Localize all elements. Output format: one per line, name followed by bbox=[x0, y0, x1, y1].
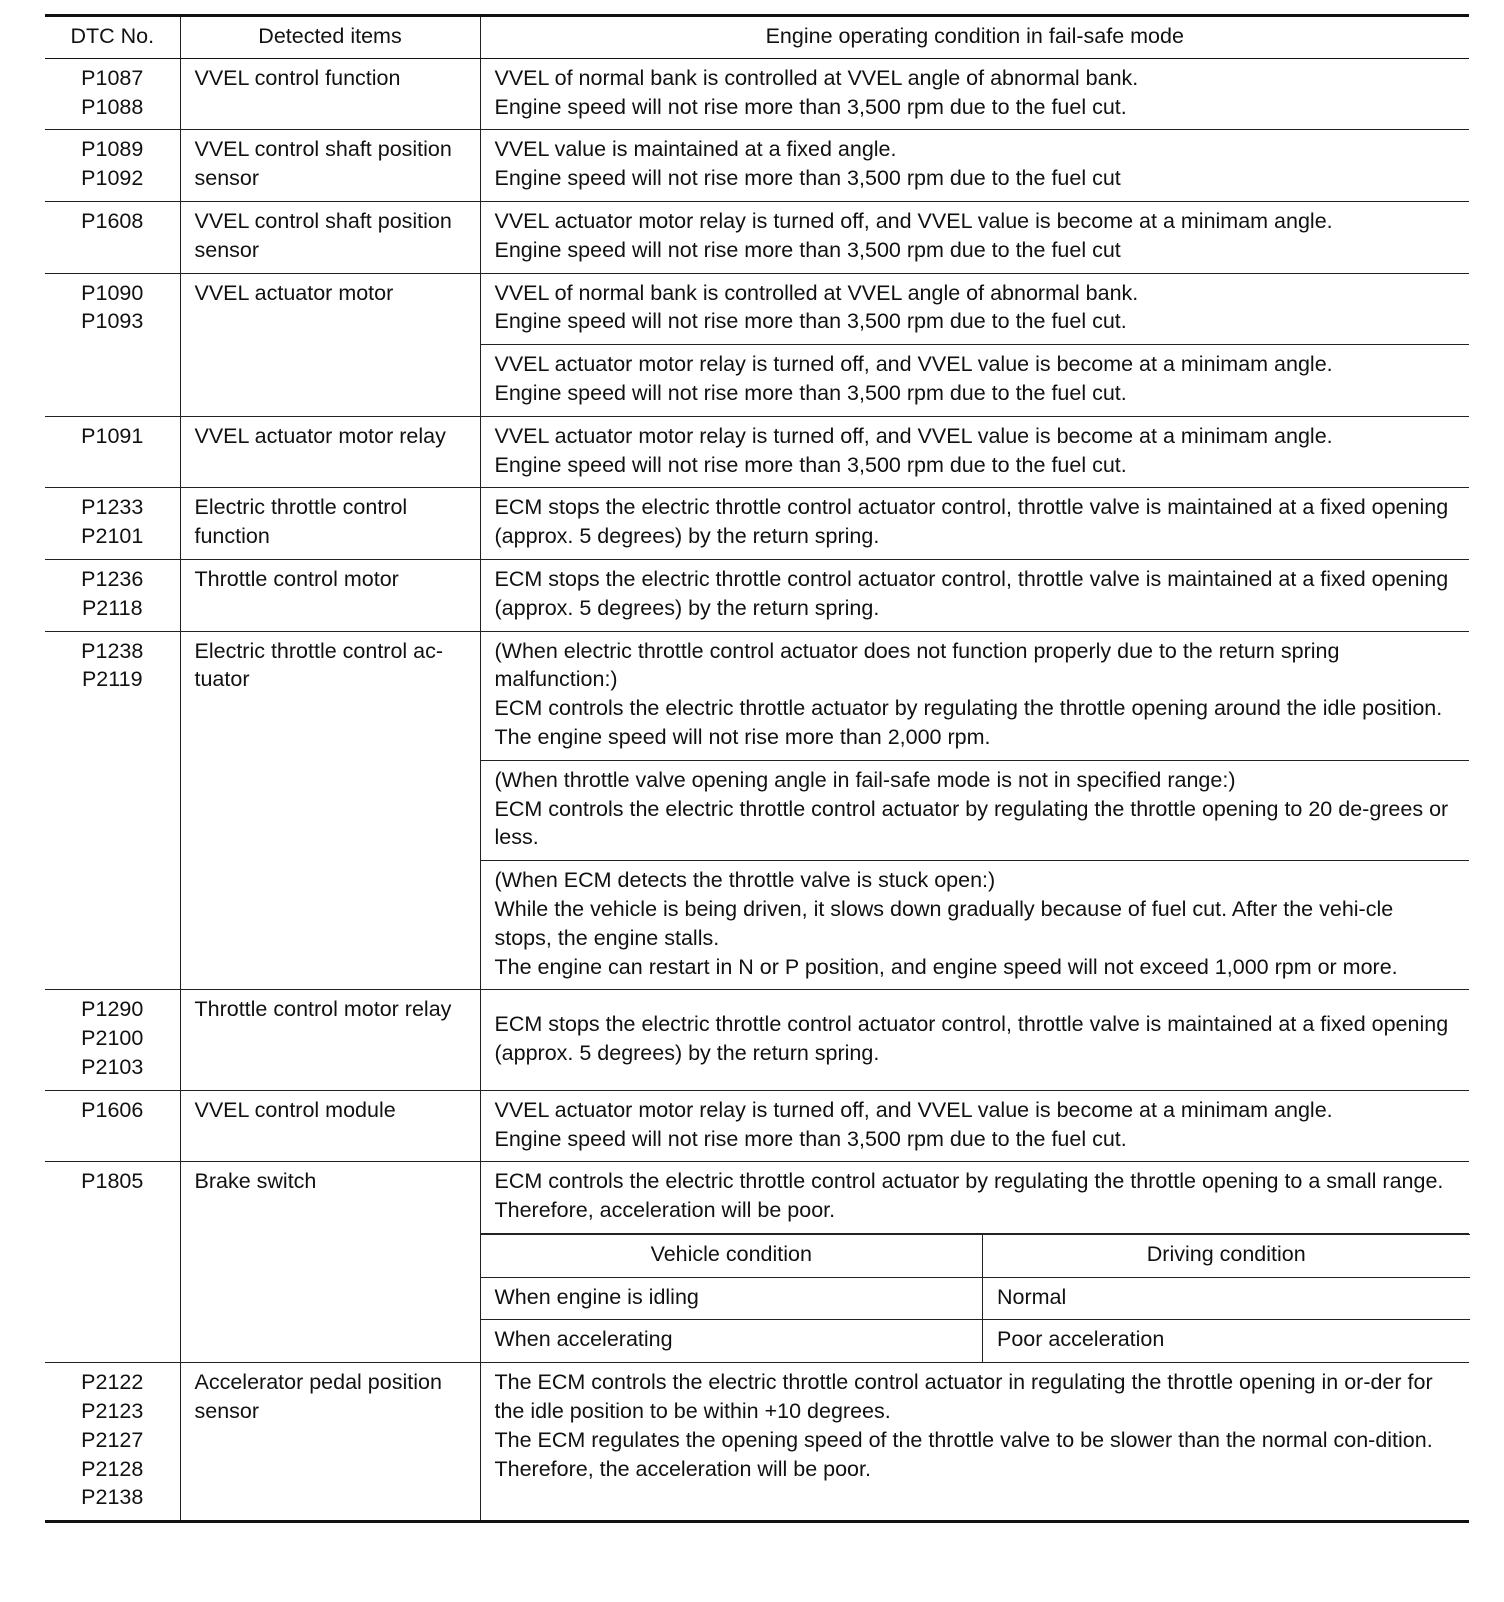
dtc-code: P1608 bbox=[81, 208, 144, 233]
dtc-code: P1606 bbox=[81, 1097, 144, 1122]
detected-item: VVEL actuator motor relay bbox=[180, 416, 480, 488]
detected-item: Brake switch bbox=[180, 1162, 480, 1363]
condition-text: The ECM controls the electric throttle control actuator in regulating the throttle opening in or-der for the idle position to be within +10 degrees. bbox=[494, 1370, 1433, 1424]
header-engine-condition: Engine operating condition in fail-safe mode bbox=[480, 16, 1469, 59]
dtc-code: P2138 bbox=[81, 1485, 144, 1510]
condition-text: While the vehicle is being driven, it slows down gradually because of fuel cut. After the vehi-cle stops, the engine stalls. bbox=[494, 896, 1394, 950]
condition-intro bbox=[481, 1162, 1470, 1234]
dtc-code: P2100 bbox=[81, 1026, 144, 1051]
condition-text: Engine speed will not rise more than 3,500 rpm due to the fuel cut. bbox=[494, 380, 1127, 405]
condition-cell bbox=[480, 1090, 1469, 1162]
dtc-cell bbox=[45, 1363, 180, 1522]
dtc-code: P1805 bbox=[81, 1169, 144, 1194]
vehicle-condition: When engine is idling bbox=[481, 1277, 983, 1320]
condition-text: The ECM regulates the opening speed of the throttle valve to be slower than the normal con-dition. bbox=[494, 1427, 1433, 1452]
dtc-code: P1087 bbox=[81, 65, 144, 90]
dtc-code: P2118 bbox=[81, 595, 143, 620]
condition-cell bbox=[480, 201, 1469, 273]
header-dtc-no: DTC No. bbox=[45, 16, 180, 59]
dtc-code: P1088 bbox=[81, 94, 144, 119]
condition-text: VVEL value is maintained at a fixed angle. bbox=[494, 137, 897, 162]
table-row bbox=[45, 416, 1469, 488]
condition-text: Engine speed will not rise more than 3,500 rpm due to the fuel cut bbox=[494, 166, 1121, 191]
dtc-cell bbox=[45, 488, 180, 560]
dtc-cell bbox=[45, 990, 180, 1090]
table-row bbox=[45, 990, 1469, 1090]
dtc-code: P1092 bbox=[81, 166, 144, 191]
dtc-code: P2127 bbox=[81, 1427, 144, 1452]
condition-text: Engine speed will not rise more than 3,500 rpm due to the fuel cut. bbox=[494, 1126, 1127, 1151]
condition-text: Therefore, the acceleration will be poor. bbox=[494, 1456, 871, 1481]
table-row bbox=[45, 1090, 1469, 1162]
dtc-code: P2123 bbox=[81, 1399, 144, 1424]
subtable-row bbox=[481, 1320, 1470, 1362]
document-page bbox=[45, 14, 1469, 1523]
detected-item: Throttle control motor relay bbox=[180, 990, 480, 1090]
detected-item: Accelerator pedal position sensor bbox=[180, 1363, 480, 1522]
condition-cell bbox=[480, 631, 1469, 760]
dtc-code: P1236 bbox=[81, 566, 144, 591]
condition-cell bbox=[480, 760, 1469, 860]
dtc-cell bbox=[45, 1162, 180, 1363]
condition-text: VVEL actuator motor relay is turned off, and VVEL value is become at a minimam angle. bbox=[494, 1097, 1333, 1122]
fail-safe-table bbox=[45, 14, 1469, 1523]
condition-cell bbox=[480, 488, 1469, 560]
table-row bbox=[45, 130, 1469, 202]
condition-cell bbox=[480, 861, 1469, 990]
detected-item: VVEL control shaft position sensor bbox=[180, 130, 480, 202]
dtc-cell bbox=[45, 201, 180, 273]
condition-text: VVEL actuator motor relay is turned off, and VVEL value is become at a minimam angle. bbox=[494, 352, 1333, 377]
table-row bbox=[45, 1162, 1469, 1363]
dtc-code: P1091 bbox=[81, 423, 144, 448]
condition-cell bbox=[480, 1363, 1469, 1522]
dtc-cell bbox=[45, 273, 180, 416]
condition-text: (When throttle valve opening angle in fail-safe mode is not in specified range:) bbox=[494, 767, 1236, 792]
condition-cell bbox=[480, 273, 1469, 345]
condition-cell bbox=[480, 58, 1469, 130]
dtc-cell bbox=[45, 1090, 180, 1162]
condition-text: ECM stops the electric throttle control actuator control, throttle valve is maintained at a fixed opening (approx. 5 degrees) by the return spring. bbox=[494, 566, 1449, 620]
detected-item: VVEL actuator motor bbox=[180, 273, 480, 416]
dtc-code: P2103 bbox=[81, 1054, 144, 1079]
dtc-cell bbox=[45, 631, 180, 990]
dtc-code: P1093 bbox=[81, 309, 144, 334]
condition-text: VVEL actuator motor relay is turned off, and VVEL value is become at a minimam angle. bbox=[494, 423, 1333, 448]
detected-item: VVEL control function bbox=[180, 58, 480, 130]
dtc-code: P1238 bbox=[81, 638, 144, 663]
table-row bbox=[45, 1363, 1469, 1522]
dtc-code: P1089 bbox=[81, 137, 144, 162]
vehicle-condition: When accelerating bbox=[481, 1320, 983, 1362]
table-row bbox=[45, 631, 1469, 760]
header-detected-items: Detected items bbox=[180, 16, 480, 59]
condition-text: ECM controls the electric throttle actuator by regulating the throttle opening around the idle position. The engine speed will not rise more than 2,000 rpm. bbox=[494, 696, 1443, 749]
condition-text: Engine speed will not rise more than 3,500 rpm due to the fuel cut. bbox=[494, 94, 1127, 119]
table-row bbox=[45, 488, 1469, 560]
subtable-header-row bbox=[481, 1234, 1470, 1277]
condition-text: Engine speed will not rise more than 3,500 rpm due to the fuel cut bbox=[494, 237, 1121, 262]
detected-item: VVEL control module bbox=[180, 1090, 480, 1162]
dtc-code: P2122 bbox=[81, 1370, 144, 1395]
detected-item: Throttle control motor bbox=[180, 559, 480, 631]
dtc-cell bbox=[45, 130, 180, 202]
condition-text: VVEL of normal bank is controlled at VVEL angle of abnormal bank. bbox=[494, 280, 1139, 305]
dtc-cell bbox=[45, 416, 180, 488]
table-header-row bbox=[45, 16, 1469, 59]
subheader-vehicle-condition: Vehicle condition bbox=[481, 1234, 983, 1277]
condition-text: (When electric throttle control actuator does not function properly due to the return spring malfunction:) bbox=[494, 638, 1340, 692]
driving-condition: Poor acceleration bbox=[983, 1320, 1470, 1362]
subtable-row bbox=[481, 1277, 1470, 1320]
condition-cell bbox=[480, 559, 1469, 631]
condition-text: VVEL actuator motor relay is turned off, and VVEL value is become at a minimam angle. bbox=[494, 208, 1333, 233]
dtc-code: P2119 bbox=[81, 667, 143, 692]
dtc-code: P1233 bbox=[81, 495, 144, 520]
brake-switch-subtable bbox=[481, 1234, 1470, 1362]
driving-condition: Normal bbox=[983, 1277, 1470, 1320]
condition-text: The engine can restart in N or P position, and engine speed will not exceed 1,000 rpm or more. bbox=[494, 954, 1398, 979]
dtc-cell bbox=[45, 58, 180, 130]
condition-text: ECM controls the electric throttle control actuator by regulating the throttle opening to a small range. bbox=[494, 1169, 1444, 1194]
condition-text: ECM controls the electric throttle control actuator by regulating the throttle opening to 20 de-grees or less. bbox=[494, 796, 1449, 850]
detected-item: Electric throttle control function bbox=[180, 488, 480, 560]
condition-text: Therefore, acceleration will be poor. bbox=[494, 1198, 836, 1223]
table-row bbox=[45, 58, 1469, 130]
table-row bbox=[45, 273, 1469, 345]
condition-cell bbox=[480, 990, 1469, 1090]
dtc-code: P1090 bbox=[81, 280, 144, 305]
condition-text: (When ECM detects the throttle valve is stuck open:) bbox=[494, 868, 996, 893]
condition-text: Engine speed will not rise more than 3,500 rpm due to the fuel cut. bbox=[494, 452, 1127, 477]
dtc-code: P2101 bbox=[81, 524, 144, 549]
table-row bbox=[45, 201, 1469, 273]
condition-text: VVEL of normal bank is controlled at VVEL angle of abnormal bank. bbox=[494, 65, 1139, 90]
condition-text: ECM stops the electric throttle control actuator control, throttle valve is maintained at a fixed opening (approx. 5 degrees) by the return spring. bbox=[494, 1011, 1449, 1065]
detected-item: Electric throttle control ac-tuator bbox=[180, 631, 480, 990]
condition-cell bbox=[480, 345, 1469, 417]
condition-cell bbox=[480, 130, 1469, 202]
condition-text: ECM stops the electric throttle control actuator control, throttle valve is maintained at a fixed opening (approx. 5 degrees) by the return spring. bbox=[494, 495, 1449, 549]
table-row bbox=[45, 559, 1469, 631]
condition-cell bbox=[480, 416, 1469, 488]
dtc-code: P2128 bbox=[81, 1456, 144, 1481]
dtc-cell bbox=[45, 559, 180, 631]
condition-text: Engine speed will not rise more than 3,500 rpm due to the fuel cut. bbox=[494, 309, 1127, 334]
condition-cell bbox=[480, 1162, 1469, 1363]
detected-item: VVEL control shaft position sensor bbox=[180, 201, 480, 273]
subheader-driving-condition: Driving condition bbox=[983, 1234, 1470, 1277]
dtc-code: P1290 bbox=[81, 997, 144, 1022]
